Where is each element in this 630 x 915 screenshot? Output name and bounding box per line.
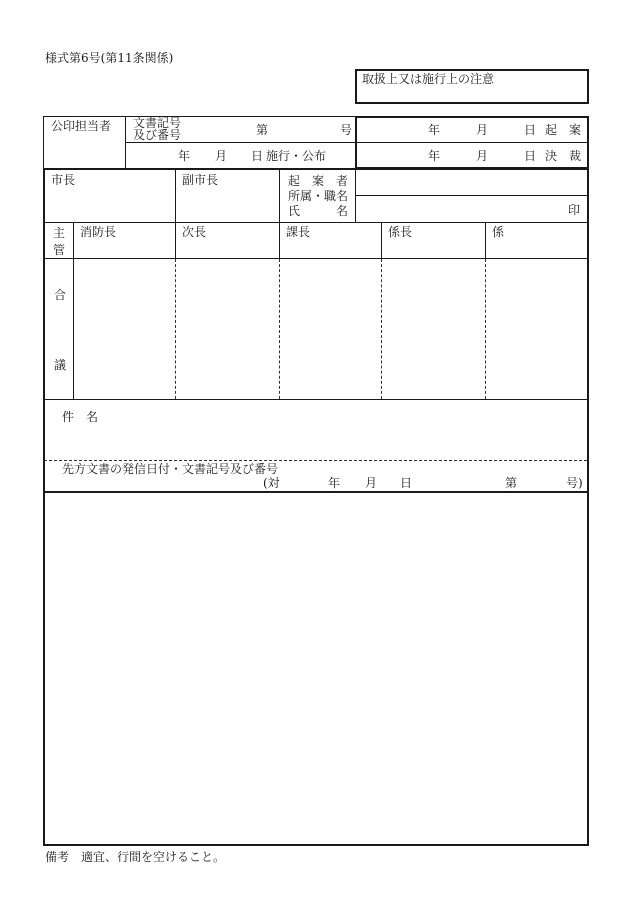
vice-mayor-label: 副市長 (182, 173, 219, 187)
prior-doc-month: 月 (365, 476, 378, 490)
decide-year: 年 (428, 149, 441, 163)
mayor-label: 市長 (51, 173, 76, 187)
draft-month: 月 (476, 123, 489, 137)
seal-label: 印 (568, 203, 581, 217)
shukan-label-2: 管 (53, 243, 66, 257)
drafter-label: 起 案 者 (288, 174, 349, 188)
decide-day: 日 (524, 149, 537, 163)
unit-label: 係 (492, 225, 505, 239)
doc-number-label-2: 及び番号 (133, 128, 182, 142)
draft-year: 年 (428, 123, 441, 137)
doc-number-label-1: 文書記号 (133, 116, 182, 130)
prior-doc-dai: 第 (505, 476, 518, 490)
handling-note-label: 取扱上又は施行上の注意 (362, 72, 495, 86)
enforce-label: 施行・公布 (266, 149, 327, 163)
fire-chief-label: 消防長 (80, 225, 117, 239)
draft-label: 起 案 (545, 123, 582, 137)
enforce-year: 年 (178, 149, 191, 163)
enforce-day: 日 (251, 149, 264, 163)
drafter-dept-label: 所属・職名 (288, 189, 349, 203)
seal-person-label: 公印担当者 (51, 119, 112, 133)
drafter-name-label: 氏 名 (288, 204, 349, 218)
subject-label: 件 名 (62, 410, 99, 424)
form-number: 様式第6号(第11条関係) (45, 51, 174, 65)
prior-doc-go: 号) (566, 476, 583, 490)
body-text-area[interactable] (43, 491, 589, 846)
prior-doc-tai: (対 (263, 476, 280, 490)
dai-label: 第 (256, 123, 269, 137)
draft-day: 日 (524, 123, 537, 137)
deputy-chief-label: 次長 (182, 225, 207, 239)
decide-month: 月 (476, 149, 489, 163)
consult-label-2: 議 (54, 358, 67, 372)
consult-label-1: 合 (54, 288, 67, 302)
decide-label: 決 裁 (545, 149, 582, 163)
prior-doc-day: 日 (400, 476, 413, 490)
prior-doc-year: 年 (328, 476, 341, 490)
section-chief-label: 課長 (286, 225, 311, 239)
prior-doc-label: 先方文書の発信日付・文書記号及び番号 (62, 462, 279, 476)
go-label: 号 (340, 123, 353, 137)
shukan-label-1: 主 (53, 226, 66, 240)
unit-chief-label: 係長 (388, 225, 413, 239)
footer-note: 備考 適宜、行間を空けること。 (45, 850, 226, 864)
enforce-month: 月 (215, 149, 228, 163)
